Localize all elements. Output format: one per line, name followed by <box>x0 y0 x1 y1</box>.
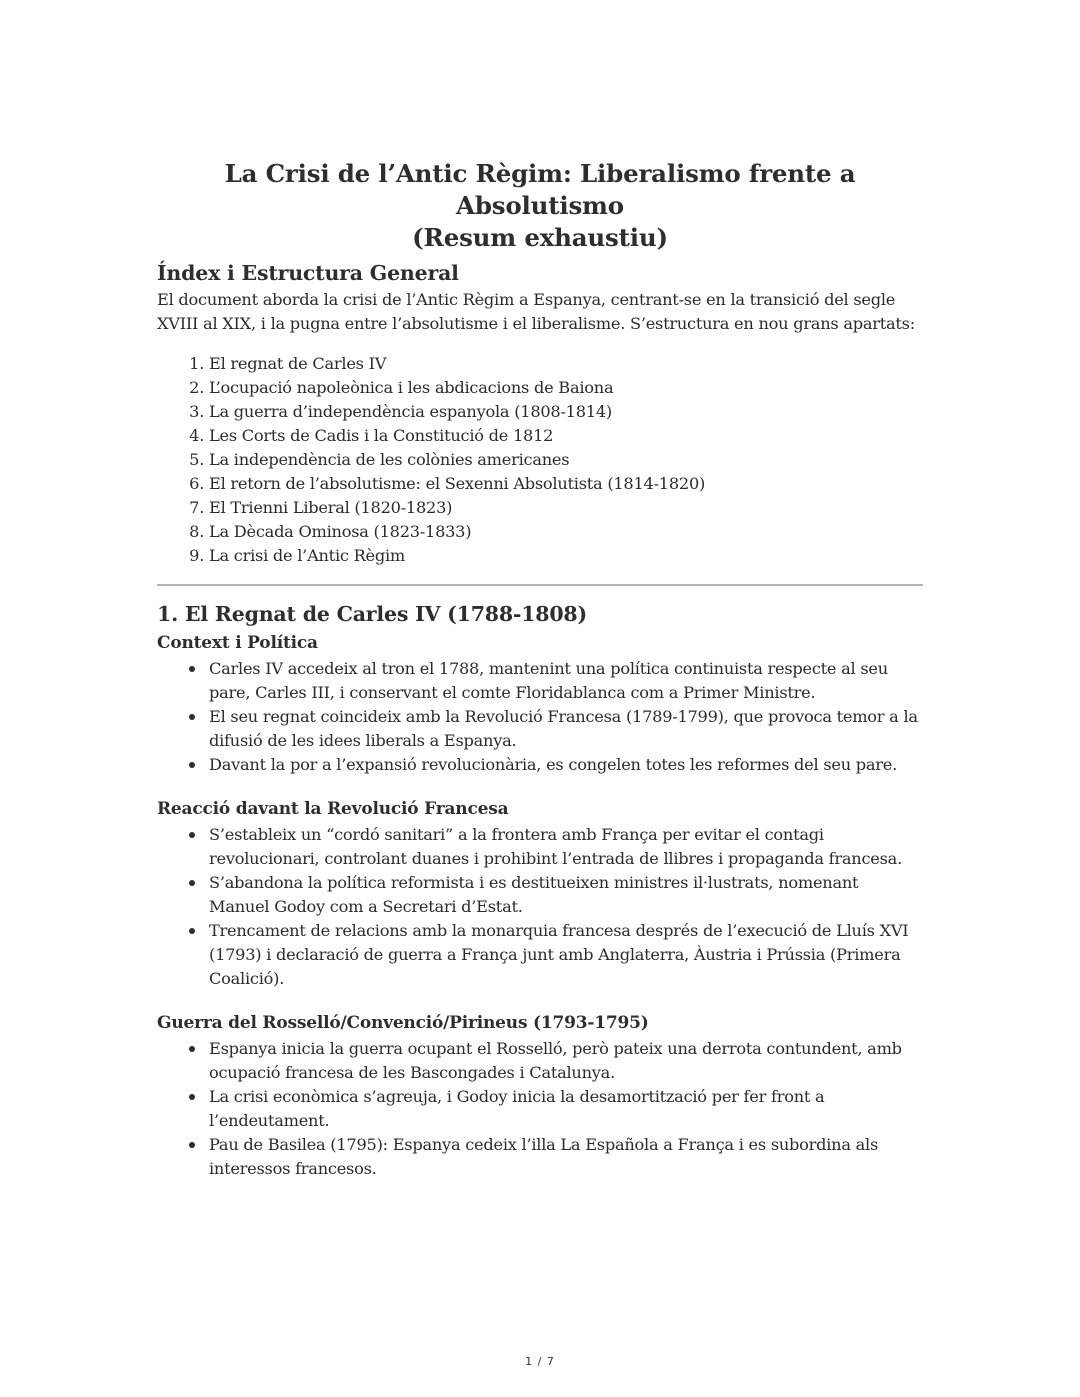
list-item: Trencament de relacions amb la monarquia francesa després de l’execució de Lluís XVI (1793) i declaració de guerra a França junt amb Anglaterra, Àustria i Prússia (Primera Coalició). <box>209 919 923 991</box>
list-item: S’abandona la política reformista i es destitueixen ministres il·lustrats, nomenant Manuel Godoy com a Secretari d’Estat. <box>209 871 923 919</box>
index-item: 6. El retorn de l’absolutisme: el Sexenni Absolutista (1814-1820) <box>209 472 923 496</box>
index-item: 1. El regnat de Carles IV <box>209 352 923 376</box>
index-item: 3. La guerra d’independència espanyola (1808-1814) <box>209 400 923 424</box>
index-item: 8. La Dècada Ominosa (1823-1833) <box>209 520 923 544</box>
page-number: 1 / 7 <box>525 1355 555 1368</box>
list-item: La crisi econòmica s’agreuja, i Godoy inicia la desamortització per fer front a l’endeutament. <box>209 1085 923 1133</box>
index-list <box>157 352 923 568</box>
section-1-heading: 1. El Regnat de Carles IV (1788-1808) <box>157 602 587 626</box>
title-line-2: (Resum exhaustiu) <box>412 223 668 252</box>
list-item: Pau de Basilea (1795): Espanya cedeix l’illa La Española a França i es subordina als interessos francesos. <box>209 1133 923 1181</box>
list-item: Davant la por a l’expansió revolucionària, es congelen totes les reformes del seu pare. <box>209 753 923 777</box>
document-page <box>157 158 923 1181</box>
war-bullet-list <box>157 1037 923 1181</box>
index-item: 5. La independència de les colònies americanes <box>209 448 923 472</box>
subsection-context-heading: Context i Política <box>157 633 318 653</box>
section-divider <box>157 584 923 586</box>
index-intro: El document aborda la crisi de l’Antic Règim a Espanya, centrant-se en la transició del segle XVIII al XIX, i la pugna entre l’absolutisme i el liberalisme. S’estructura en nou grans apartats: <box>157 290 915 333</box>
document-title <box>157 158 923 254</box>
index-item: 9. La crisi de l’Antic Règim <box>209 544 923 568</box>
list-item: S’estableix un “cordó sanitari” a la frontera amb França per evitar el contagi revolucionari, controlant duanes i prohibint l’entrada de llibres i propaganda francesa. <box>209 823 923 871</box>
index-heading: Índex i Estructura General <box>157 261 459 285</box>
index-item: 7. El Trienni Liberal (1820-1823) <box>209 496 923 520</box>
list-item: Carles IV accedeix al tron el 1788, mantenint una política continuista respecte al seu pare, Carles III, i conservant el comte Floridablanca com a Primer Ministre. <box>209 657 923 705</box>
title-line-1: La Crisi de l’Antic Règim: Liberalismo frente a Absolutismo <box>224 159 856 220</box>
context-bullet-list <box>157 657 923 777</box>
subsection-reaction-heading: Reacció davant la Revolució Francesa <box>157 799 509 819</box>
reaction-bullet-list <box>157 823 923 991</box>
list-item: Espanya inicia la guerra ocupant el Rosselló, però pateix una derrota contundent, amb ocupació francesa de les Bascongades i Catalunya. <box>209 1037 923 1085</box>
index-item: 2. L’ocupació napoleònica i les abdicacions de Baiona <box>209 376 923 400</box>
index-item: 4. Les Corts de Cadis i la Constitució de 1812 <box>209 424 923 448</box>
list-item: El seu regnat coincideix amb la Revolució Francesa (1789-1799), que provoca temor a la difusió de les idees liberals a Espanya. <box>209 705 923 753</box>
subsection-war-heading: Guerra del Rosselló/Convenció/Pirineus (1793-1795) <box>157 1013 649 1033</box>
